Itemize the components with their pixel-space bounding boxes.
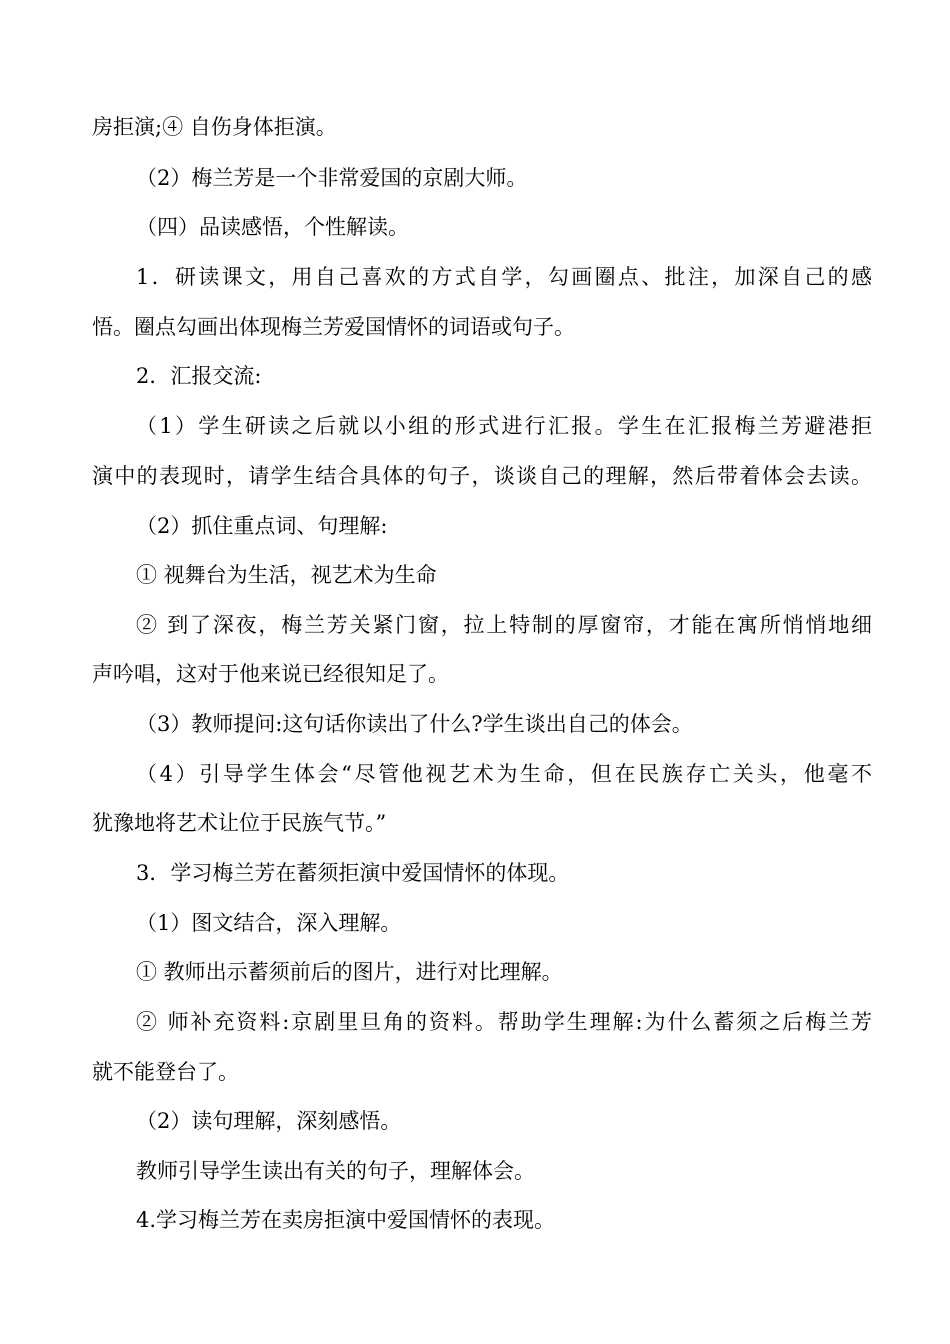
text-line: （四）品读感悟，个性解读。 bbox=[136, 215, 409, 239]
text-line: 演中的表现时，请学生结合具体的句子，谈谈自己的理解，然后带着体会去读。 bbox=[92, 464, 872, 488]
text-line: 房拒演;④ 自伤身体拒演。 bbox=[92, 115, 337, 139]
text-line: 声吟唱，这对于他来说已经很知足了。 bbox=[92, 662, 449, 686]
text-line: 就不能登台了。 bbox=[92, 1060, 239, 1084]
text-line: 1．研读课文，用自己喜欢的方式自学，勾画圈点、批注，加深自己的感 bbox=[136, 265, 872, 289]
text-line: 犹豫地将艺术让位于民族气节。” bbox=[92, 811, 387, 835]
text-line: ① 教师出示蓄须前后的图片，进行对比理解。 bbox=[136, 960, 563, 984]
text-line: （2）抓住重点词、句理解: bbox=[136, 514, 388, 538]
text-line: 3．学习梅兰芳在蓄须拒演中爱国情怀的体现。 bbox=[136, 861, 570, 885]
text-line: （2）梅兰芳是一个非常爱国的京剧大师。 bbox=[136, 166, 528, 190]
text-line: 4.学习梅兰芳在卖房拒演中爱国情怀的表现。 bbox=[136, 1208, 556, 1232]
text-line: ② 师补充资料:京剧里旦角的资料。帮助学生理解:为什么蓄须之后梅兰芳 bbox=[136, 1010, 872, 1034]
text-line: （1）学生研读之后就以小组的形式进行汇报。学生在汇报梅兰芳避港拒 bbox=[136, 414, 872, 438]
text-line: （3）教师提问:这句话你读出了什么?学生谈出自己的体会。 bbox=[136, 712, 693, 736]
text-line: （1）图文结合，深入理解。 bbox=[136, 911, 402, 935]
text-line: 2．汇报交流: bbox=[136, 364, 262, 388]
text-line: 教师引导学生读出有关的句子，理解体会。 bbox=[136, 1159, 535, 1183]
text-line: （2）读句理解，深刻感悟。 bbox=[136, 1109, 402, 1133]
text-line: （4）引导学生体会“尽管他视艺术为生命，但在民族存亡关头，他毫不 bbox=[136, 762, 872, 786]
text-line: 悟。圈点勾画出体现梅兰芳爱国情怀的词语或句子。 bbox=[92, 315, 575, 339]
text-line: ① 视舞台为生活，视艺术为生命 bbox=[136, 563, 437, 587]
text-line: ② 到了深夜，梅兰芳关紧门窗，拉上特制的厚窗帘，才能在寓所悄悄地细 bbox=[136, 613, 872, 637]
